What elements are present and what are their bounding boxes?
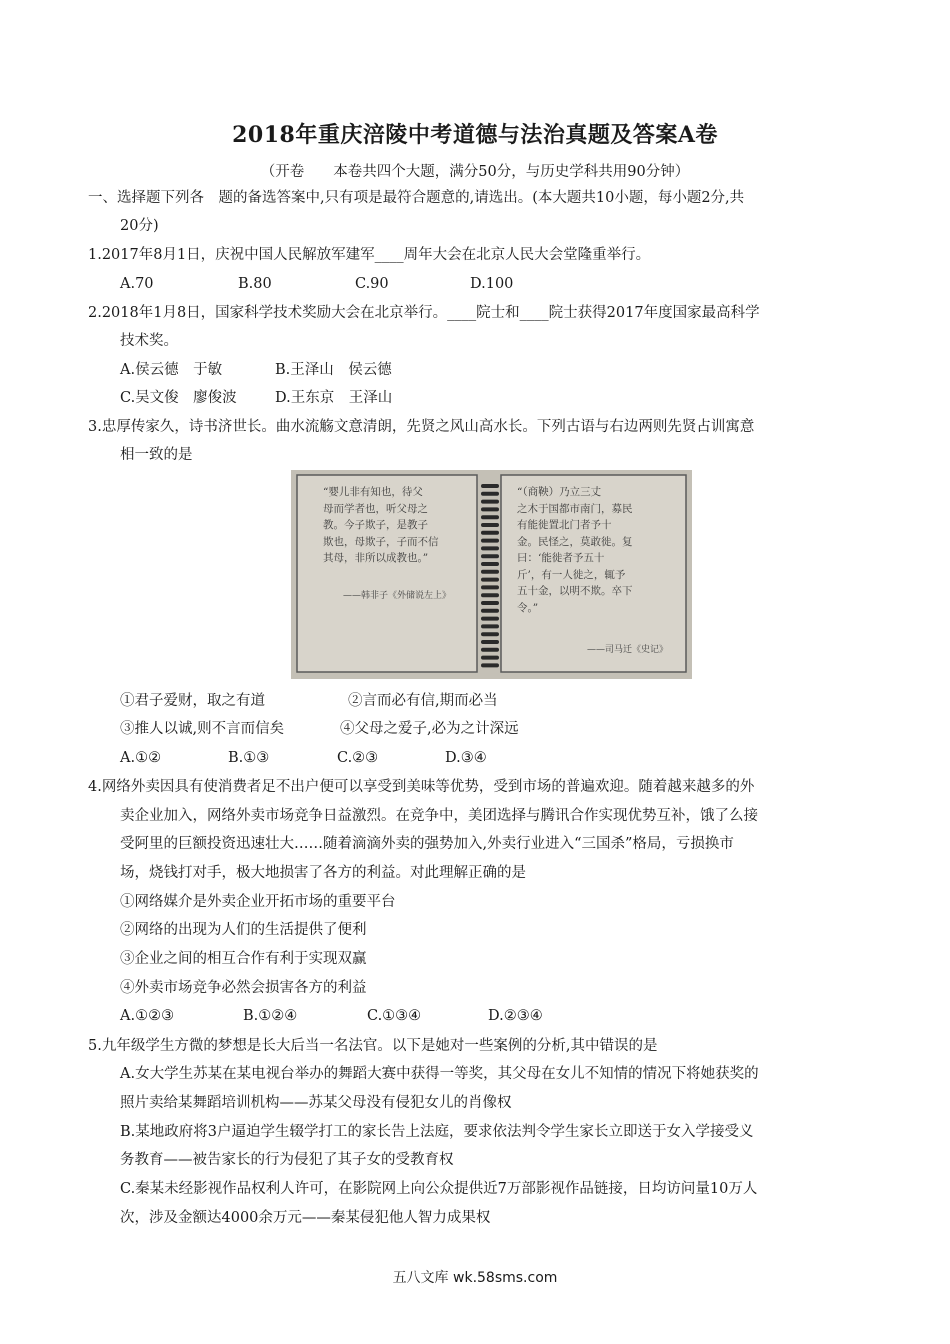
spiral-ring	[481, 539, 499, 543]
quote-right: “（商鞅）乃立三丈 之木于国都市南门，募民 有能徙置北门者予十 金。民怪之，莫敢徙。复 曰：‘能徙者予五十 斤’，有一人徙之，辄予 五十金，以明不欺。卒下 令。”	[517, 486, 633, 614]
q3-item-1: ①君子爱财，取之有道	[120, 693, 265, 709]
q3-option-d: D.③④	[445, 750, 487, 766]
q4-stem: 4.网络外卖因具有使消费者足不出户便可以享受到美味等优势，受到市场的普遍欢迎。随着越来越多的外	[88, 779, 755, 795]
spiral-ring	[481, 500, 499, 504]
q5-stem: 5.九年级学生方微的梦想是长大后当一名法官。以下是她对一些案例的分析,其中错误的是	[88, 1038, 658, 1054]
spiral-ring	[481, 546, 499, 550]
spiral-ring	[481, 578, 499, 582]
spiral-ring	[481, 570, 499, 574]
q4-item-2: ②网络的出现为人们的生活提供了便利	[120, 922, 367, 938]
q2-option-d: D.王东京 王泽山	[275, 390, 393, 406]
q1-option-c: C.90	[355, 276, 389, 292]
q2-option-b: B.王泽山 侯云德	[275, 362, 392, 378]
q2-option-a: A.侯云德 于敏	[120, 362, 223, 378]
q4-item-4: ④外卖市场竞争必然会损害各方的利益	[120, 980, 367, 996]
q4-option-b: B.①②④	[243, 1008, 298, 1024]
quote-left: “婴儿非有知也，待父 母而学者也，听父母之 教。今子欺子，是教子 欺也，母欺子，子而不信 其母，非所以成教也。”	[323, 486, 439, 564]
q1-option-d: D.100	[470, 276, 514, 292]
notebook-figure	[291, 470, 692, 679]
q3-option-a: A.①②	[120, 750, 162, 766]
quote-left-source: ——韩非子《外储说左上》	[343, 591, 452, 601]
q1-option-b: B.80	[238, 276, 272, 292]
q3-item-3: ③推人以诚,则不言而信矣	[120, 721, 285, 737]
q3-option-b: B.①③	[228, 750, 270, 766]
q1-option-a: A.70	[120, 276, 154, 292]
spiral-ring	[481, 554, 499, 558]
spiral-ring	[481, 609, 499, 613]
q5-option-a: A.女大学生苏某在某电视台举办的舞蹈大赛中获得一等奖，其父母在女儿不知情的情况下将她获奖的	[120, 1066, 759, 1082]
spiral-ring	[481, 585, 499, 589]
q5-option-a-cont: 照片卖给某舞蹈培训机构——苏某父母没有侵犯女儿的肖像权	[120, 1095, 512, 1111]
spiral-ring	[481, 562, 499, 566]
quote-right-source: ——司马迁《史记》	[587, 645, 669, 655]
q3-stem-cont: 相一致的是	[120, 447, 193, 463]
spiral-ring	[481, 492, 499, 496]
q2-option-c: C.吴文俊 廖俊波	[120, 390, 237, 406]
spiral-ring	[481, 632, 499, 636]
spiral-ring	[481, 617, 499, 621]
q4-stem-cont-1: 卖企业加入，网络外卖市场竞争日益激烈。在竞争中，美团选择与腾讯合作实现优势互补，饿了么接	[120, 808, 758, 824]
q5-option-b: B.某地政府将3户逼迫学生辍学打工的家长告上法庭，要求依法判令学生家长立即送于女入学接受义	[120, 1124, 754, 1140]
spiral-ring	[481, 648, 499, 652]
q4-option-a: A.①②③	[120, 1008, 175, 1024]
spiral-ring	[481, 601, 499, 605]
q5-option-c-cont: 次，涉及金额达4000余万元——秦某侵犯他人智力成果权	[120, 1210, 491, 1226]
spiral-ring	[481, 624, 499, 628]
spiral-ring	[481, 531, 499, 535]
q4-option-d: D.②③④	[488, 1008, 543, 1024]
q5-option-b-cont: 务教育——被告家长的行为侵犯了其子女的受教育权	[120, 1152, 454, 1168]
section-heading: 一、选择题下列各 题的备选答案中,只有项是最符合题意的,请选出。(本大题共10小题，每小题2分,共	[88, 190, 745, 206]
page-title: 2018年重庆涪陵中考道德与法治真题及答案A卷	[232, 122, 718, 148]
spiral-ring	[481, 663, 499, 667]
spiral-ring	[481, 640, 499, 644]
q3-item-4: ④父母之爱子,必为之计深远	[340, 721, 519, 737]
q4-stem-cont-3: 场，烧钱打对手，极大地损害了各方的利益。对此理解正确的是	[120, 865, 526, 881]
q4-item-1: ①网络媒介是外卖企业开拓市场的重要平台	[120, 894, 396, 910]
q4-stem-cont-2: 受阿里的巨额投资迅速壮大……随着滴滴外卖的强势加入,外卖行业进入“三国杀”格局，亏损换市	[120, 836, 734, 852]
q3-stem: 3.忠厚传家久，诗书济世长。曲水流觞文意清朗，先贤之风山高水长。下列古语与右边两则先贤占训寓意	[88, 419, 755, 435]
spiral-ring	[481, 507, 499, 511]
q2-stem: 2.2018年1月8日，国家科学技术奖励大会在北京举行。____院士和____院士获得2017年度国家最高科学	[88, 305, 760, 321]
q4-item-3: ③企业之间的相互合作有利于实现双赢	[120, 951, 367, 967]
q5-option-c: C.秦某未经影视作品权利人许可，在影院网上向公众提供近7万部影视作品链接，日均访问量10万人	[120, 1181, 758, 1197]
spiral-ring	[481, 523, 499, 527]
spiral-ring	[481, 515, 499, 519]
spiral-ring	[481, 656, 499, 660]
spiral-ring	[481, 484, 499, 488]
footer-watermark: 五八文库 wk.58sms.com	[392, 1270, 558, 1286]
q4-option-c: C.①③④	[367, 1008, 422, 1024]
spiral-ring	[481, 593, 499, 597]
q3-item-2: ②言而必有信,期而必当	[348, 693, 498, 709]
exam-subtitle: （开卷 本卷共四个大题，满分50分，与历史学科共用90分钟）	[260, 164, 690, 180]
section-heading-cont: 20分)	[120, 218, 159, 234]
q2-stem-cont: 技术奖。	[120, 333, 178, 349]
q1-stem: 1.2017年8月1日，庆祝中国人民解放军建军____周年大会在北京人民大会堂隆重举行。	[88, 247, 651, 263]
q3-option-c: C.②③	[337, 750, 379, 766]
